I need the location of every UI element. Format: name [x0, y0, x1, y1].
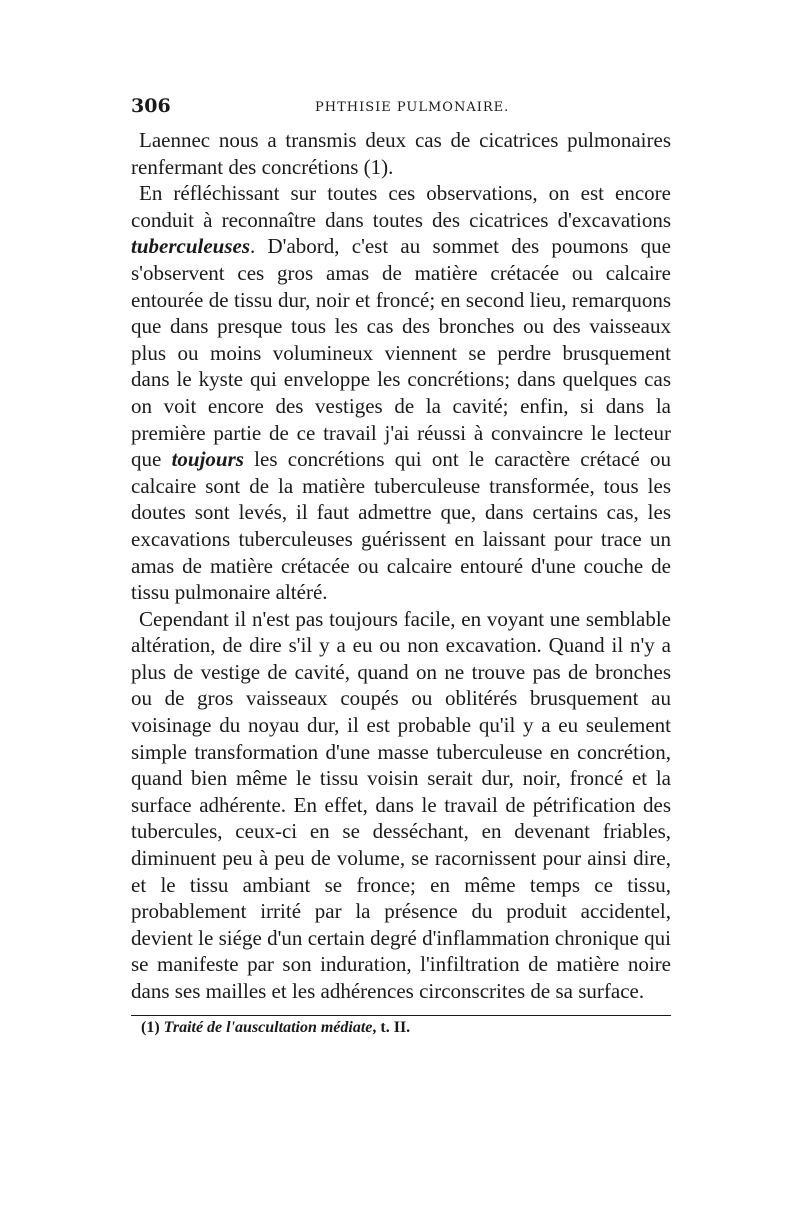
running-head: PHTHISIE PULMONAIRE.	[315, 100, 510, 115]
footnote-rule	[131, 1015, 671, 1016]
paragraph-2-part-b: . D'abord, c'est au sommet des poumons que s'observent ces gros amas de matière crétacée ou calcaire entourée de tissu dur, noir et froncé; en second lieu, remarquons que dans presque tous les cas des bronches ou des vaisseaux plus ou moins volumineux viennent se perdre brusquement dans le kyste qui enveloppe les concrétions; dans quelques cas on voit encore des vestiges de la cavité; enfin, si dans la première partie de ce travail j'ai réussi à convaincre le lecteur que	[131, 234, 671, 472]
paragraph-1: Laennec nous a transmis deux cas de cicatrices pulmonaires renfermant des concrétions (1).	[131, 128, 671, 179]
paragraph-2-part-c: les concrétions qui ont le caractère crétacé ou calcaire sont de la matière tuberculeuse transformée, tous les doutes sont levés, il faut admettre que, dans certains cas, les excavations tuberculeuses guérissent en laissant pour trace un amas de matière crétacée ou calcaire entouré d'une couche de tissu pulmonaire altéré.	[131, 447, 671, 605]
page-header	[131, 95, 671, 125]
paragraph-2-part-a: En réfléchissant sur toutes ces observations, on est encore conduit à reconnaître dans toutes des cicatrices d'excavations	[131, 181, 671, 232]
page-number: 306	[131, 95, 171, 117]
italic-tuberculeuses: tuberculeuses	[131, 234, 251, 259]
body-text	[131, 127, 671, 1005]
paragraph-3: Cependant il n'est pas toujours facile, en voyant une semblable altération, de dire s'il y a eu ou non excavation. Quand il n'y a plus de vestige de cavité, quand on ne trouve pas de bronches ou de gros vaisseaux coupés ou oblitérés brusquement au voisinage du noyau dur, il est probable qu'il y a eu seulement simple transformation d'une masse tuberculeuse en concrétion, quand bien même le tissu voisin serait dur, noir, froncé et la surface adhérente. En effet, dans le travail de pétrification des tubercules, ceux-ci en se desséchant, en devenant friables, diminuent peu à peu de volume, se racornissent pour ainsi dire, et le tissu ambiant se fronce; en même temps ce tissu, probablement irrité par la présence du produit accidentel, devient le siége d'un certain degré d'inflammation chronique qui se manifeste par son induration, l'infiltration de matière noire dans ses mailles et les adhérences circonscrites de sa surface.	[131, 606, 671, 1003]
book-page	[131, 95, 671, 1037]
footnote	[141, 1019, 671, 1037]
footnote-marker: (1)	[141, 1018, 160, 1036]
footnote-rest: , t. II.	[372, 1018, 411, 1036]
paragraph-2	[131, 180, 671, 606]
italic-toujours: toujours	[171, 447, 244, 472]
footnote-title: Traité de l'auscultation médiate	[163, 1018, 373, 1036]
